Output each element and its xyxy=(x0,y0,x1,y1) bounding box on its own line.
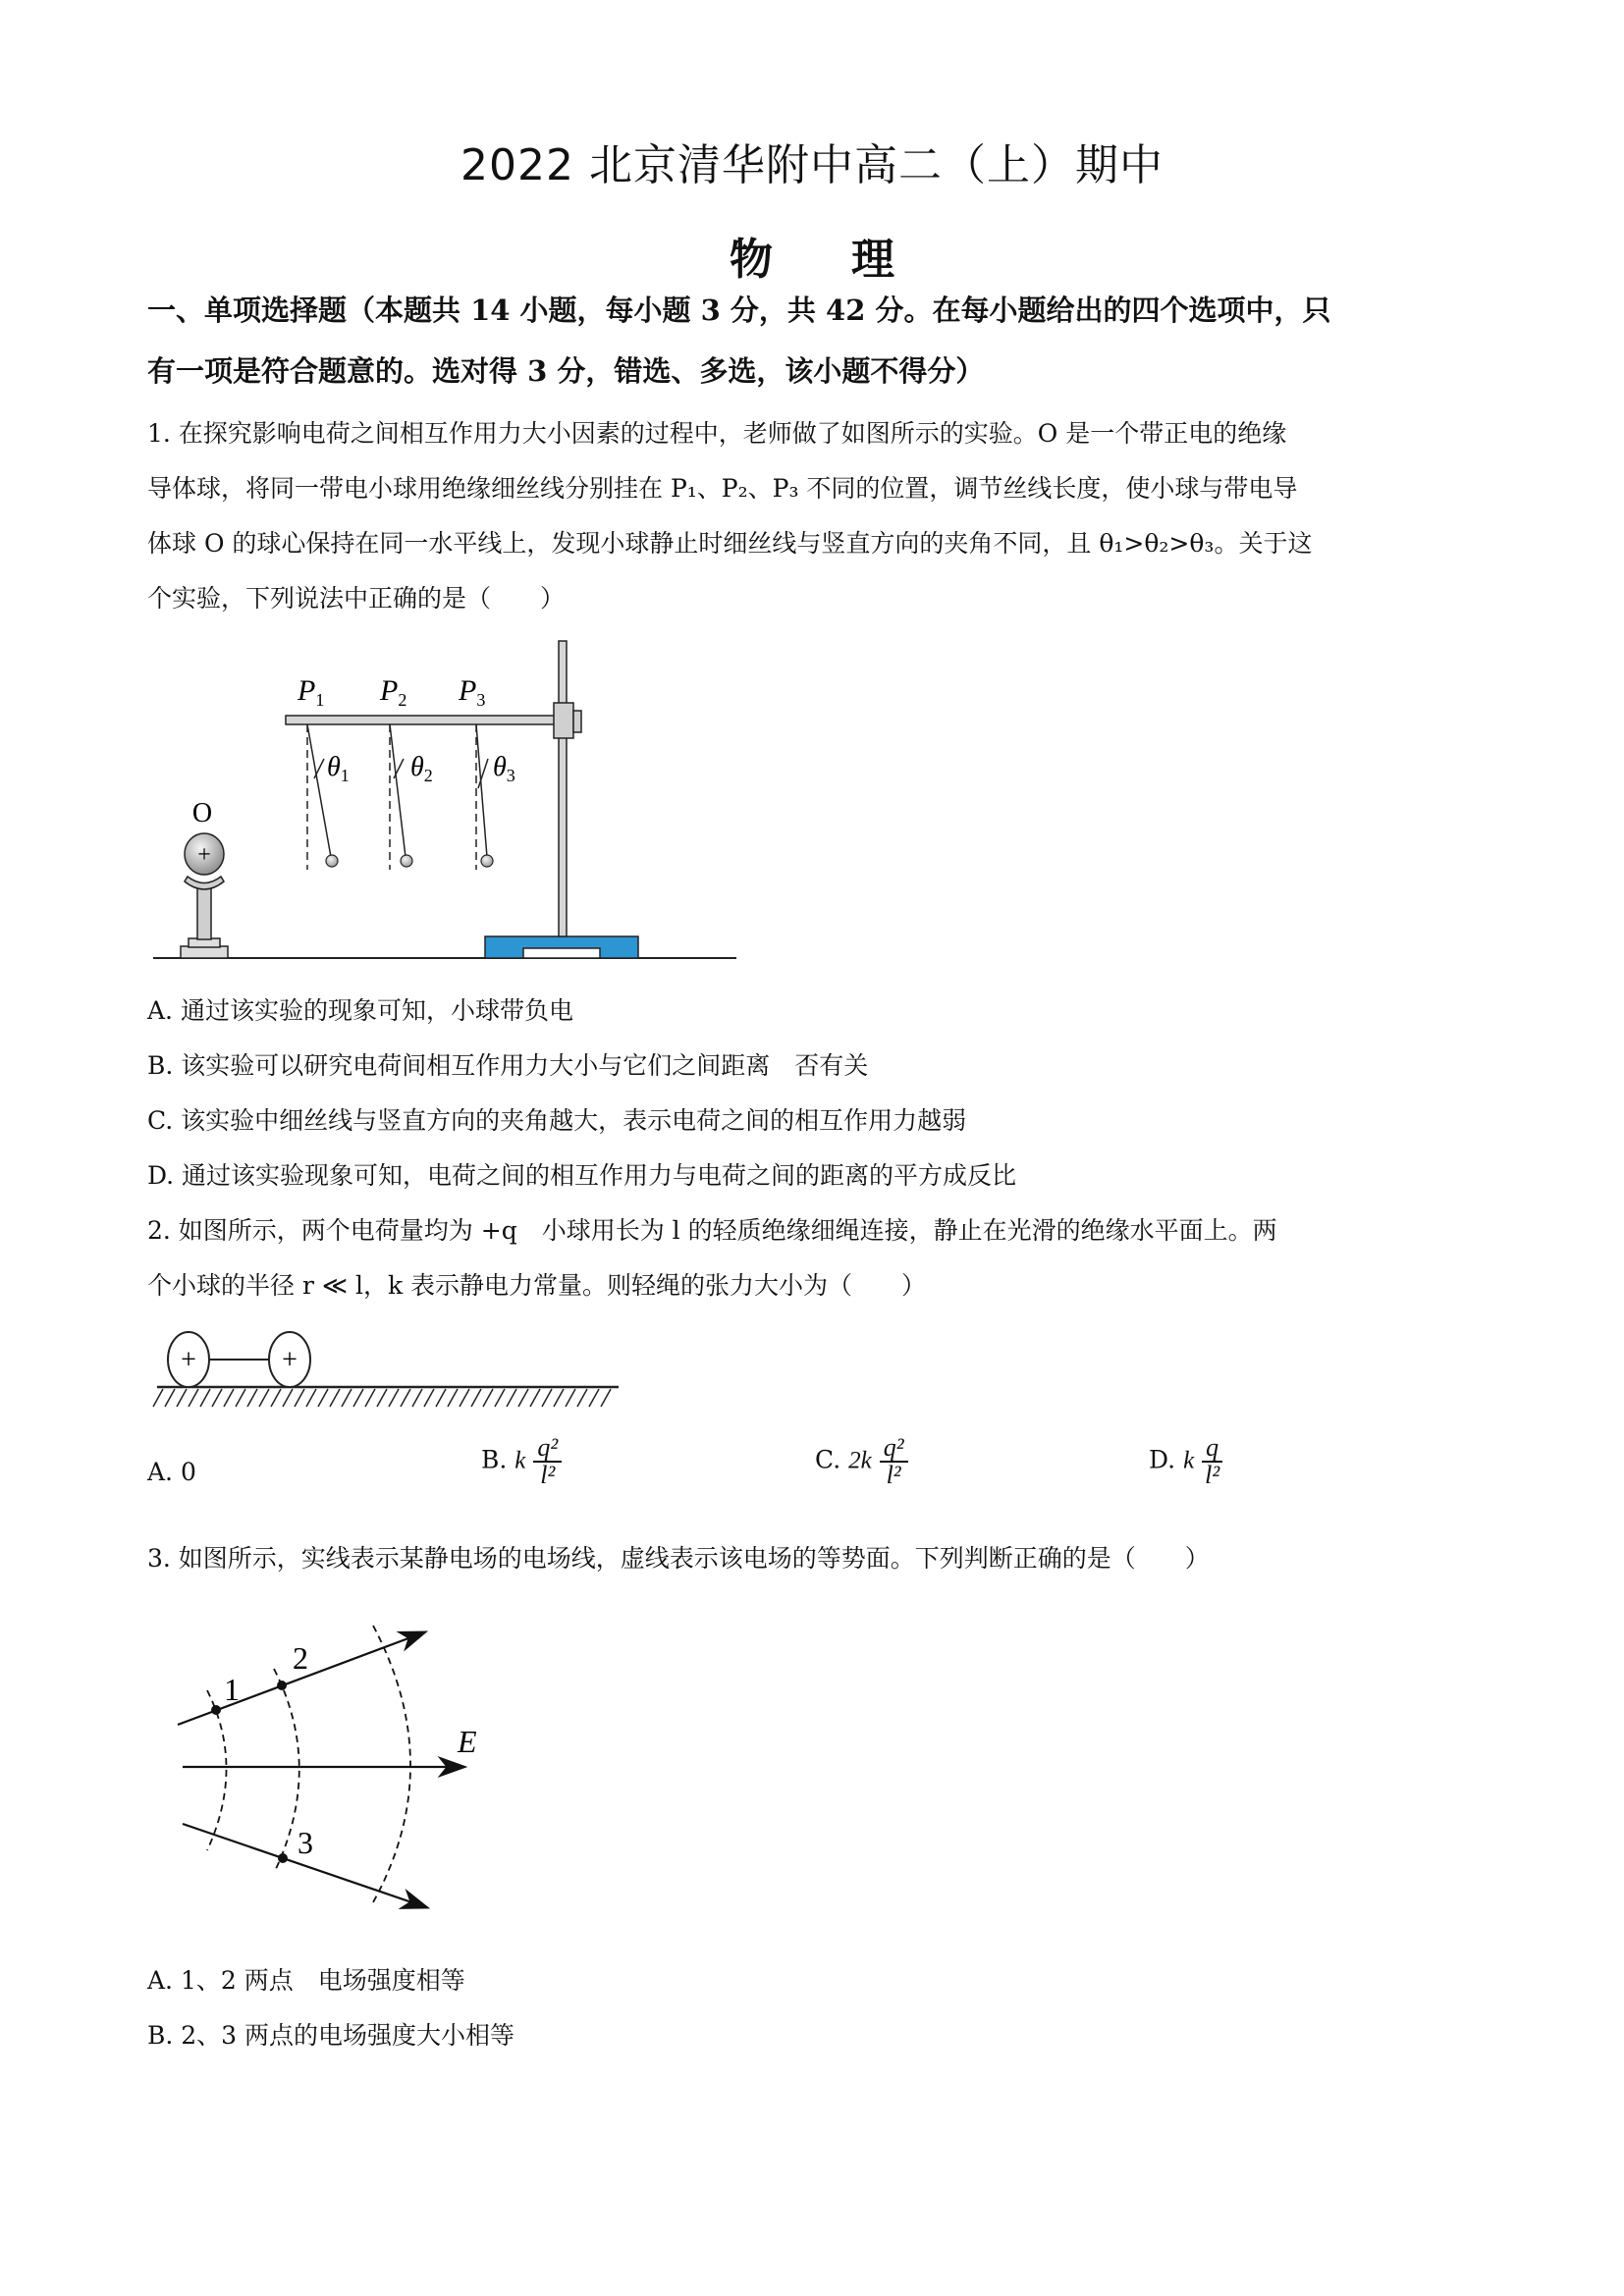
small-ball xyxy=(401,855,412,867)
small-ball xyxy=(326,855,338,867)
option-label: D. xyxy=(1149,1445,1176,1474)
q2-option-a[interactable] xyxy=(147,1458,196,1486)
q3-text-line: 3. 如图所示，实线表示某静电场的电场线，虚线表示该电场的等势面。下列判断正确的是（ ） xyxy=(147,1544,1210,1573)
hatch-stroke xyxy=(518,1389,528,1407)
label-p2: $P_2$ xyxy=(380,674,407,710)
hatch-stroke xyxy=(165,1389,175,1407)
hatch-stroke xyxy=(577,1389,587,1407)
point-1 xyxy=(211,1705,221,1715)
option-label: A. 0 xyxy=(147,1458,196,1486)
q1-option-a[interactable]: A. 通过该实验的现象可知，小球带负电 xyxy=(147,996,573,1025)
hatch-stroke xyxy=(189,1389,198,1407)
label-theta2: $\theta_2$ xyxy=(410,752,433,785)
hatch-stroke xyxy=(424,1389,434,1407)
hatch-stroke xyxy=(247,1389,257,1407)
hatch-stroke xyxy=(436,1389,446,1407)
hatch-stroke xyxy=(530,1389,540,1407)
q2-figure-two-charges xyxy=(147,1320,619,1418)
label-theta1: $\theta_1$ xyxy=(327,752,350,785)
equipotential-3 xyxy=(373,1626,410,1902)
q1-figure-coulomb-experiment xyxy=(147,628,736,982)
q1-text-line: 个实验，下列说法中正确的是（ ） xyxy=(147,584,566,613)
section-heading-line-2: 有一项是符合题意的。选对得 3 分，错选、多选，该小题不得分） xyxy=(147,354,985,388)
option-label: B. xyxy=(481,1445,508,1474)
hatch-stroke xyxy=(365,1389,375,1407)
q2-option-c[interactable] xyxy=(815,1435,908,1488)
label-p3: $P_3$ xyxy=(459,674,486,710)
hatch-stroke xyxy=(554,1389,564,1407)
q1-option-c[interactable]: C. 该实验中细丝线与竖直方向的夹角越大，表示电荷之间的相互作用力越弱 xyxy=(147,1106,967,1135)
hatch-stroke xyxy=(471,1389,481,1407)
q2-option-d[interactable] xyxy=(1149,1435,1222,1488)
surface-hatching xyxy=(153,1389,611,1407)
hatch-stroke xyxy=(589,1389,599,1407)
q3-option-a[interactable]: A. 1、2 两点 电场强度相等 xyxy=(147,1966,465,1995)
stand-base xyxy=(181,946,228,958)
q1-text-line: 导体球，将同一带电小球用绝缘细丝线分别挂在 P₁、P₂、P₃ 不同的位置，调节丝线长度，使小球与带电导 xyxy=(147,474,1298,503)
hatch-stroke xyxy=(259,1389,269,1407)
numerator: q² xyxy=(533,1435,562,1463)
stand-post xyxy=(197,885,211,939)
label-2: 2 xyxy=(293,1640,308,1676)
label-p1: $P_1$ xyxy=(298,674,325,710)
hatch-stroke xyxy=(306,1389,316,1407)
hatch-stroke xyxy=(401,1389,410,1407)
q3-figure-electric-field xyxy=(147,1610,560,1934)
thread xyxy=(307,724,331,857)
hatch-stroke xyxy=(495,1389,505,1407)
label-e: E xyxy=(458,1724,477,1759)
formula-coefficient: k xyxy=(1183,1447,1195,1474)
hatch-stroke xyxy=(507,1389,516,1407)
formula-fraction xyxy=(533,1435,562,1488)
option-label: C. xyxy=(815,1445,841,1474)
q1-option-b[interactable]: B. 该实验可以研究电荷间相互作用力大小与它们之间距离 否有关 xyxy=(147,1051,869,1080)
hatch-stroke xyxy=(271,1389,281,1407)
hatch-stroke xyxy=(295,1389,304,1407)
label-1: 1 xyxy=(224,1672,240,1707)
hatch-stroke xyxy=(200,1389,210,1407)
hatch-stroke xyxy=(342,1389,352,1407)
formula-fraction xyxy=(1202,1435,1222,1488)
hatch-stroke xyxy=(389,1389,399,1407)
thread xyxy=(476,724,487,857)
point-3 xyxy=(278,1853,288,1863)
hatch-stroke xyxy=(236,1389,245,1407)
numerator: q² xyxy=(880,1435,908,1463)
point-2 xyxy=(277,1681,287,1690)
hatch-stroke xyxy=(153,1389,163,1407)
small-ball xyxy=(481,855,493,867)
label-o: O xyxy=(191,798,213,828)
q2-text-line: 个小球的半径 r ≪ l，k 表示静电力常量。则轻绳的张力大小为（ ） xyxy=(147,1271,927,1300)
hatch-stroke xyxy=(212,1389,222,1407)
q1-option-d[interactable]: D. 通过该实验现象可知，电荷之间的相互作用力与电荷之间的距离的平方成反比 xyxy=(147,1161,1017,1190)
hatch-stroke xyxy=(377,1389,387,1407)
hatch-stroke xyxy=(483,1389,493,1407)
denominator: l² xyxy=(886,1461,901,1489)
stand-rod xyxy=(559,641,567,936)
hatch-stroke xyxy=(330,1389,340,1407)
clamp xyxy=(554,703,573,738)
plus-sign: + xyxy=(181,1345,196,1375)
hatch-stroke xyxy=(448,1389,458,1407)
denominator: l² xyxy=(540,1461,556,1489)
subject-char: 理 xyxy=(851,235,894,285)
numerator: q xyxy=(1202,1435,1222,1463)
subject-char: 物 xyxy=(730,235,773,285)
charged-sphere-o xyxy=(181,798,228,958)
subject-title xyxy=(0,224,1624,287)
hatch-stroke xyxy=(601,1389,611,1407)
plus-sign: + xyxy=(197,842,211,868)
hatch-stroke xyxy=(224,1389,234,1407)
q1-text-line: 1. 在探究影响电荷之间相互作用力大小因素的过程中，老师做了如图所示的实验。O 是一个带正电的绝缘 xyxy=(147,419,1287,448)
horizontal-bar xyxy=(286,716,555,724)
hatch-stroke xyxy=(542,1389,552,1407)
sphere-holder xyxy=(185,877,224,889)
equipotential-2 xyxy=(274,1669,299,1871)
hatch-stroke xyxy=(566,1389,575,1407)
stand-base-slot xyxy=(523,948,600,958)
q3-option-b[interactable]: B. 2、3 两点的电场强度大小相等 xyxy=(147,2021,515,2050)
denominator: l² xyxy=(1205,1461,1220,1489)
plus-sign: + xyxy=(282,1345,298,1375)
pendulum-2 xyxy=(379,674,433,870)
clamp-screw xyxy=(573,711,581,732)
thread xyxy=(390,724,406,857)
label-theta3: $\theta_3$ xyxy=(493,752,515,785)
formula-fraction xyxy=(880,1435,908,1488)
formula-coefficient: k xyxy=(514,1447,526,1474)
q2-option-b[interactable] xyxy=(481,1435,562,1488)
label-3: 3 xyxy=(298,1825,313,1860)
hatch-stroke xyxy=(353,1389,363,1407)
formula-coefficient: 2k xyxy=(848,1447,872,1474)
hatch-stroke xyxy=(460,1389,469,1407)
hatch-stroke xyxy=(412,1389,422,1407)
q2-text-line: 2. 如图所示，两个电荷量均为 +q 小球用长为 l 的轻质绝缘细绳连接，静止在光滑的绝缘水平面上。两 xyxy=(147,1216,1277,1245)
hatch-stroke xyxy=(318,1389,328,1407)
pendulum-1 xyxy=(297,674,350,870)
hatch-stroke xyxy=(283,1389,293,1407)
section-heading-line-1: 一、单项选择题（本题共 14 小题，每小题 3 分，共 42 分。在每小题给出的四个选项中，只 xyxy=(147,294,1331,327)
hatch-stroke xyxy=(177,1389,187,1407)
page-title: 2022 北京清华附中高二（上）期中 xyxy=(460,140,1164,190)
pendulum-3 xyxy=(458,674,515,870)
q1-text-line: 体球 O 的球心保持在同一水平线上，发现小球静止时细丝线与竖直方向的夹角不同，且 θ₁>θ₂>θ₃。关于这 xyxy=(147,529,1313,558)
